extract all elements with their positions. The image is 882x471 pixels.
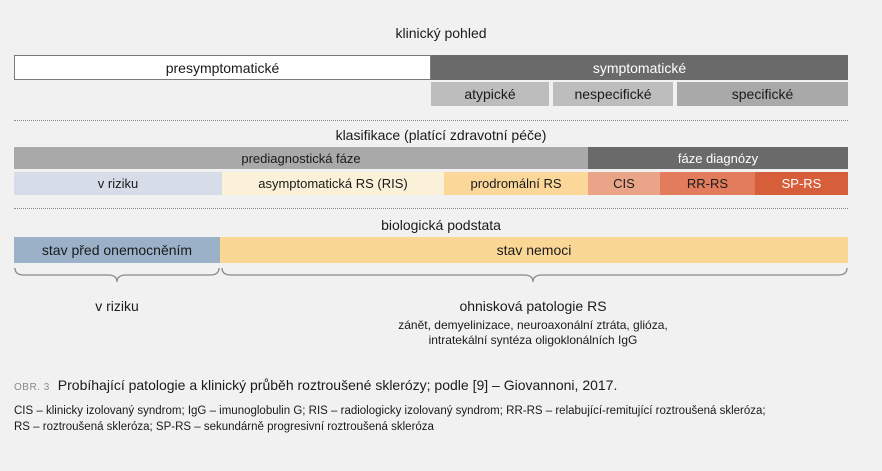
pre-disease-bar [14,237,220,263]
presymptomatic-label: presymptomatické [165,59,280,76]
disease-bar [220,237,848,263]
cis-label: CIS [613,176,635,191]
nonspecific-label: nespecifické [574,86,652,102]
abbreviations-line2: RS – roztroušená skleróza; SP-RS – sekundárně progresivní roztroušená skleróza [14,421,434,433]
pathology-details-line1: zánět, demyelinizace, neuroaxonální ztráta, glióza, [398,318,668,332]
ris-bar [222,172,444,195]
cis-bar [588,172,660,195]
figure-caption-text: Probíhající patologie a klinický průběh roztroušené sklerózy; podle [9] – Giovannoni, 2017. [57,377,618,393]
pre-disease-label: stav před onemocněním [41,242,193,258]
atypical-bar [431,82,549,106]
prediagnostic-bar [14,147,588,169]
abbreviations-line1: CIS – klinicky izolovaný syndrom; IgG – imunoglobulin G; RIS – radiologicky izolovaný syndrom; RR-RS – relabující-remitující roztroušená skleróza; [14,405,766,417]
specific-label: specifické [731,86,794,102]
diagnosis-phase-label: fáze diagnózy [677,150,759,166]
divider-2 [14,208,848,209]
clinical-heading: klinický pohled [395,25,487,41]
figure-label: OBR. 3 [14,382,50,393]
sprs-bar [755,172,848,195]
figure-caption [14,377,874,393]
pathology-details-line2: intratekální syntéza oligoklonálních IgG [428,333,638,347]
brace-right [222,268,847,282]
atypical-label: atypické [464,86,516,102]
symptomatic-bar [431,55,848,80]
symptomatic-label: symptomatické [592,59,687,76]
diagnosis-phase-bar [588,147,848,169]
prodromal-bar [444,172,588,195]
brace-left [15,268,219,282]
rrrs-bar [660,172,755,195]
divider-1 [14,120,848,121]
sprs-label: SP-RS [781,176,822,191]
ris-label: asymptomatická RS (RIS) [258,176,408,191]
prediagnostic-label: prediagnostická fáze [241,150,361,166]
specific-bar [677,82,848,106]
brace-left-label: v riziku [95,298,139,314]
rrrs-label: RR-RS [686,176,729,191]
classification-heading: klasifikace (platící zdravotní péče) [335,127,547,143]
prodromal-label: prodromální RS [470,176,562,191]
brace-right-label: ohnisková patologie RS [459,298,607,314]
at-risk-bar [14,172,222,195]
presymptomatic-bar [14,55,431,80]
braces [0,264,882,286]
nonspecific-bar [553,82,673,106]
biology-heading: biologická podstata [381,217,501,233]
disease-label: stav nemoci [496,242,572,258]
at-risk-label: v riziku [97,176,139,191]
